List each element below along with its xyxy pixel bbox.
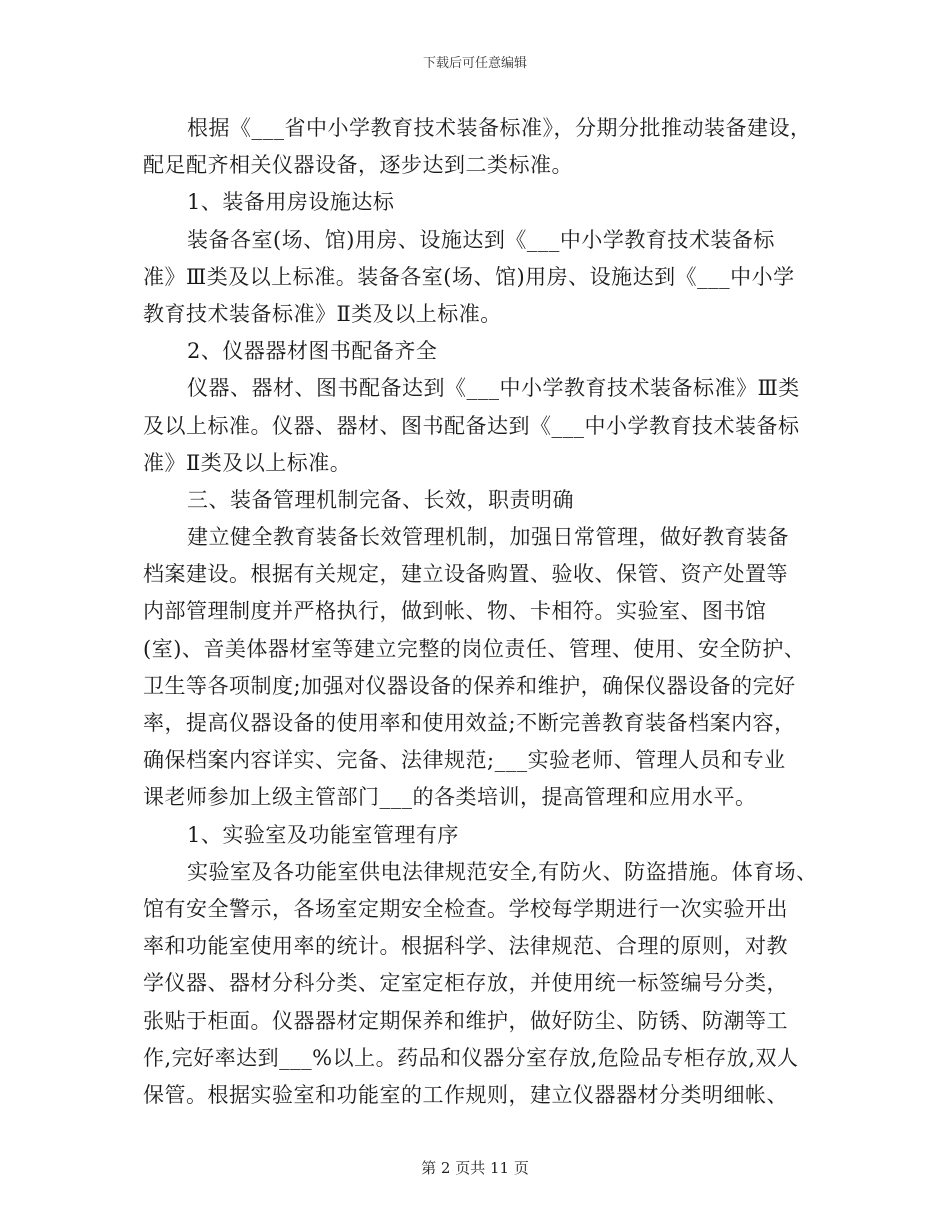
paragraph-line: 装备各室(场、馆)用房、设施达到《___中小学教育技术装备标 (187, 227, 775, 252)
paragraph-line: 内部管理制度并严格执行，做到帐、物、卡相符。实验室、图书馆 (143, 599, 767, 624)
paragraph-line: 张贴于柜面。仪器器材定期保养和维护，做好防尘、防锈、防潮等工 (143, 1008, 788, 1033)
paragraph-line: 率和功能室使用率的统计。根据科学、法律规范、合理的原则，对教 (143, 934, 788, 959)
paragraph-line: 卫生等各项制度;加强对仪器设备的保养和维护，确保仪器设备的完好 (143, 673, 796, 698)
paragraph-line: 档案建设。根据有关规定，建立设备购置、验收、保管、资产处置等 (143, 562, 788, 587)
paragraph-line: 学仪器、器材分科分类、定室定柜存放，并使用统一标签编号分类， (143, 971, 788, 996)
paragraph-line: 准》Ⅲ类及以上标准。装备各室(场、馆)用房、设施达到《___中小学 (143, 264, 795, 289)
paragraph-line: 建立健全教育装备长效管理机制，加强日常管理，做好教育装备 (187, 525, 789, 550)
paragraph-line: 及以上标准。仪器、器材、图书配备达到《___中小学教育技术装备标 (143, 413, 800, 438)
section-heading: 1、装备用房设施达标 (187, 190, 395, 215)
document-body (143, 110, 823, 1114)
paragraph-line: 馆有安全警示，各场室定期安全检查。学校每学期进行一次实验开出 (143, 896, 788, 921)
paragraph-line: 率，提高仪器设备的使用率和使用效益;不断完善教育装备档案内容， (143, 711, 796, 735)
section-heading: 2、仪器器材图书配备齐全 (187, 339, 438, 364)
paragraph-line: 准》Ⅱ类及以上标准。 (143, 450, 352, 475)
section-heading: 三、装备管理机制完备、长效，职责明确 (187, 487, 574, 512)
paragraph-line: 实验室及各功能室供电法律规范安全,有防火、防盗措施。体育场、 (187, 859, 818, 884)
paragraph-line: 课老师参加上级主管部门___的各类培训，提高管理和应用水平。 (143, 785, 757, 810)
paragraph-line: 仪器、器材、图书配备达到《___中小学教育技术装备标准》Ⅲ类 (187, 376, 800, 401)
paragraph-line: 保管。根据实验室和功能室的工作规则，建立仪器器材分类明细帐、 (143, 1082, 788, 1107)
section-heading: 1、实验室及功能室管理有序 (187, 822, 459, 847)
paragraph-line: 教育技术装备标准》Ⅱ类及以上标准。 (143, 301, 502, 326)
paragraph-line: 确保档案内容详实、完备、法律规范;___实验老师、管理人员和专业 (143, 748, 786, 773)
paragraph-line: 配足配齐相关仪器设备，逐步达到二类标准。 (143, 153, 573, 178)
paragraph-line: 根据《___省中小学教育技术装备标准》，分期分批推动装备建设， (187, 116, 812, 140)
paragraph-line: 作,完好率达到___%以上。药品和仪器分室存放,危险品专柜存放,双人 (143, 1045, 799, 1070)
paragraph-line: (室)、音美体器材室等建立完整的岗位责任、管理、使用、安全防护、 (143, 636, 806, 661)
page-footer: 第 2 页共 11 页 (421, 1159, 529, 1177)
page-header: 下载后可任意编辑 (422, 56, 527, 71)
